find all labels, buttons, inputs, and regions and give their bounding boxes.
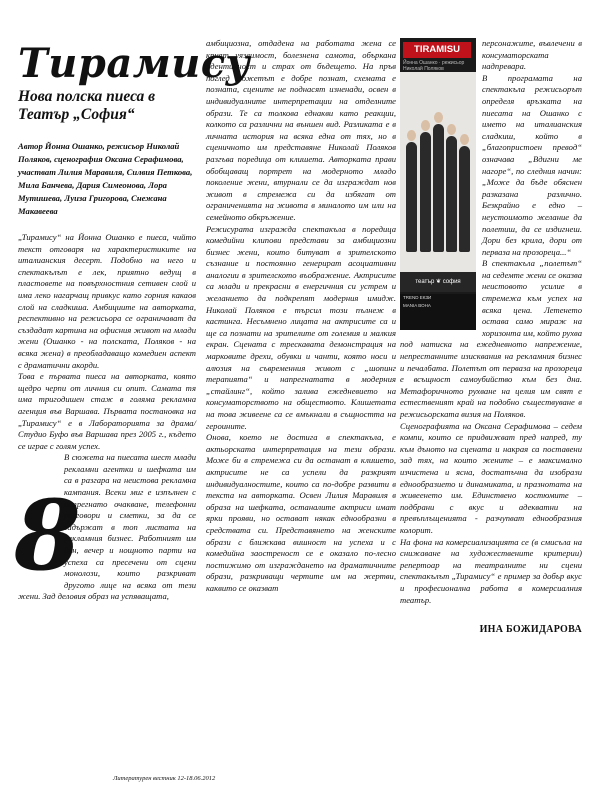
paragraph: Сценографията на Оксана Серафимова – седем компи, които се придвижват пред напред, ту към дъното на сцената и накрая са поставени зад тях, на които жените – е максимално изчистена и ясна, достатъчна да изобрази еднообразието и динамиката, и празнотата на живеенето им. Единствено костюмите – подбрани с вкус и адекватни на превъплъщенията - разчупват еднообразния колорит. [400, 420, 582, 535]
theatre-logo: театър ❦ софия [400, 272, 476, 292]
poster-credit: Йонна Ошанко · режисьор Николай Поляков [403, 60, 465, 72]
paragraph: Това е първата пиеса на авторката, която щедро черпи от личния си опит. Самата тя има тригодишен стаж в голяма рекламна агенция във Варшава. Първата постановка на „Тирамису“ е в Лабораторията за драма/Студио Буфо във Варшава през 2005 г., където се играе с голям успех. [18, 371, 196, 451]
article-subtitle: Нова полска пиеса в Театър „София“ [18, 88, 156, 123]
column-left [14, 38, 251, 770]
paragraph: В сюжета на пиесата шест млади рекламни агентки и шефката им са в разгара на неистова рекламна кампания. Всеки миг е изпълнен с напрегнато очакване, телефонни разговори и сметки, за да се задържат в топ листата на рекламния бизнес. Работният им ден, вечер и нощното парти на успеха са пресечени от сцени монолози, които разкриват другото лице на всяка от тези жени. Зад деловия образ на успяващата, [18, 452, 196, 602]
article-title: Тирамису [18, 40, 251, 87]
dropcap-paragraph [14, 452, 196, 603]
paragraph: амбициозна, отдадена на работата жена се крият уязвимост, болезнена самота, объркана идентичност и страх от бъдещето. На пръв поглед сюжетът е добре познат, схемата е позната, сцените не поднасят изненади, освен в индивидуалните интерпретации на отделните образи. Те са толкова еднакви като реакции, колкото са различни на външен вид. Разликата е в личната история на всяка една от тях, но в сценичното им представяне Николай Поляков разгъва поредица от клишета. Авторката прави обобщаващ портрет на модерното младо поколение жени, втурнали се да изграждат нов живот в стремежа си да избягат от ограниченията на живота в миналото им или на семейното обкръжение. [206, 38, 396, 222]
column-middle [206, 38, 396, 798]
poster-photo [400, 72, 476, 272]
issue-info: Литературен вестник 12-18.06.2012 [113, 775, 216, 782]
paragraph: Онова, което не достига в спектакъла, е актьорската интерпретация на тези образи. Може би в стремежа си да останат в клишето, актрисите не са успели да разкрият индивидуалностите, които са по-добре развити в текста на авторката. Освен Лилия Маравиля в образа на шефката, останалите актриси имат ярки прояви, но остават някак еднообразни в средствата си. Представянето на женските образи с ближкава вишност на успеха и с комедийна заостреност се е оказало по-лесно постижимо от изграждането на драматичните образи, разкриващи чертите им на жертви, каквито се оказват [206, 432, 396, 593]
paragraph: персонажите, въвлечени в консуматорската надпревара. [482, 38, 582, 72]
poster-footer [400, 294, 476, 330]
paragraph: В програмата на спектакъла режисьорът определя връзката на пиесата на Ошанко с името на италианския сладкиш, който в „благопристоен превод“ означава „Вдигни ме нагоре“, по следния начин: „Може да бъде обяснен разказана различно. Безкрайно е едно – неустоимото желание да полетиш, да се издигнеш. Дори без крила, дори от перваза на прозореца...“ [482, 72, 582, 257]
poster-title: TIRAMISU [403, 42, 471, 58]
author-byline: ИНА БОЖИДАРОВА [479, 624, 582, 636]
poster-footer-line: MANIA ВОНА [403, 303, 431, 308]
poster-footer-line: TREND ЕКЗИ [403, 295, 432, 300]
play-poster-image [400, 38, 476, 330]
paragraph: В спектакъла „полетът“ на седемте жени се оказва неистовото усилие в стремежа към успех на всяка цена. Летенето остава само мираж на хоризонта им, който рухва под натиска на ежедневното напрежение, непрестанните изисквания на рекламния бизнес и печалбата. Полетът от перваза на прозореца е всъщност самоубийство към без дна. Метафоричното рухване на целия им свят е естественият край на подобно съществуване в режисьорската визия на Поляков. [400, 258, 582, 419]
production-credits: Автор Йонна Ошанко, режисьор Николай Поляков, сценография Оксана Серафимова, участват Лилия Маравиля, Силвия Петкова, Мила Банчева, Дария Симеонова, Лора Мутишева, Луиза Григорова, Снежана Макавеева [18, 141, 193, 216]
page-number-dropcap: 8 [14, 479, 81, 593]
paragraph: На фона на комерсиализацията се (в смисъла на снижаване на художествените критерии) репертоар на театралните ни сцени спектакълът „Тирамису“ е пример за добър вкус и професионална работа в комерсиалния театър. [400, 536, 582, 605]
paragraph: Режисурата изгражда спектакъла в поредица комедийни клипови представи за амбициозни бизнес жени, които битуват в зрителското съзнание и постоянно генерират асоциативни аналогии в зрителското въображение. Актрисите са млади и прекрасни в енергичния си устрем и желанието да подкрепят модерния имидж. Николай Поляков е търсил този пълнеж в кастинга. Несъмнено лицата на актрисите са и ще са познати на зрителите от големия и малкия екран. Сцената с трескавата демонстрация на марковите дрехи, обувки и чанти, която носи и алюзия на съвременния живот с „шопинг терапията“ и напрегнатата в модерния „стайлинг“, който залива ежедневието на консуматорството на обществото. Клишетата на това живеене са се вмъкнали в същността на героините. [206, 223, 396, 431]
paragraph: „Тирамису“ на Йонна Ошанко е пиеса, чийто текст отговаря на характеристиките на италианския десерт. Подобно на него и спектакълът е лек, приятно ведущ в пластовете на повърхностния сетивен слой и има леко нагарчащ привкус като горния какаов слой на сладкиша. Амбициите на авторката, респективно на режисьора се ограничават да създадат картина на офисния живот на млади жени (Ошанко - на полската, Поляков - на всяка жена) в преобладаващо комедиен аспект с драматични акорди. [18, 232, 196, 370]
column-right [400, 38, 582, 798]
